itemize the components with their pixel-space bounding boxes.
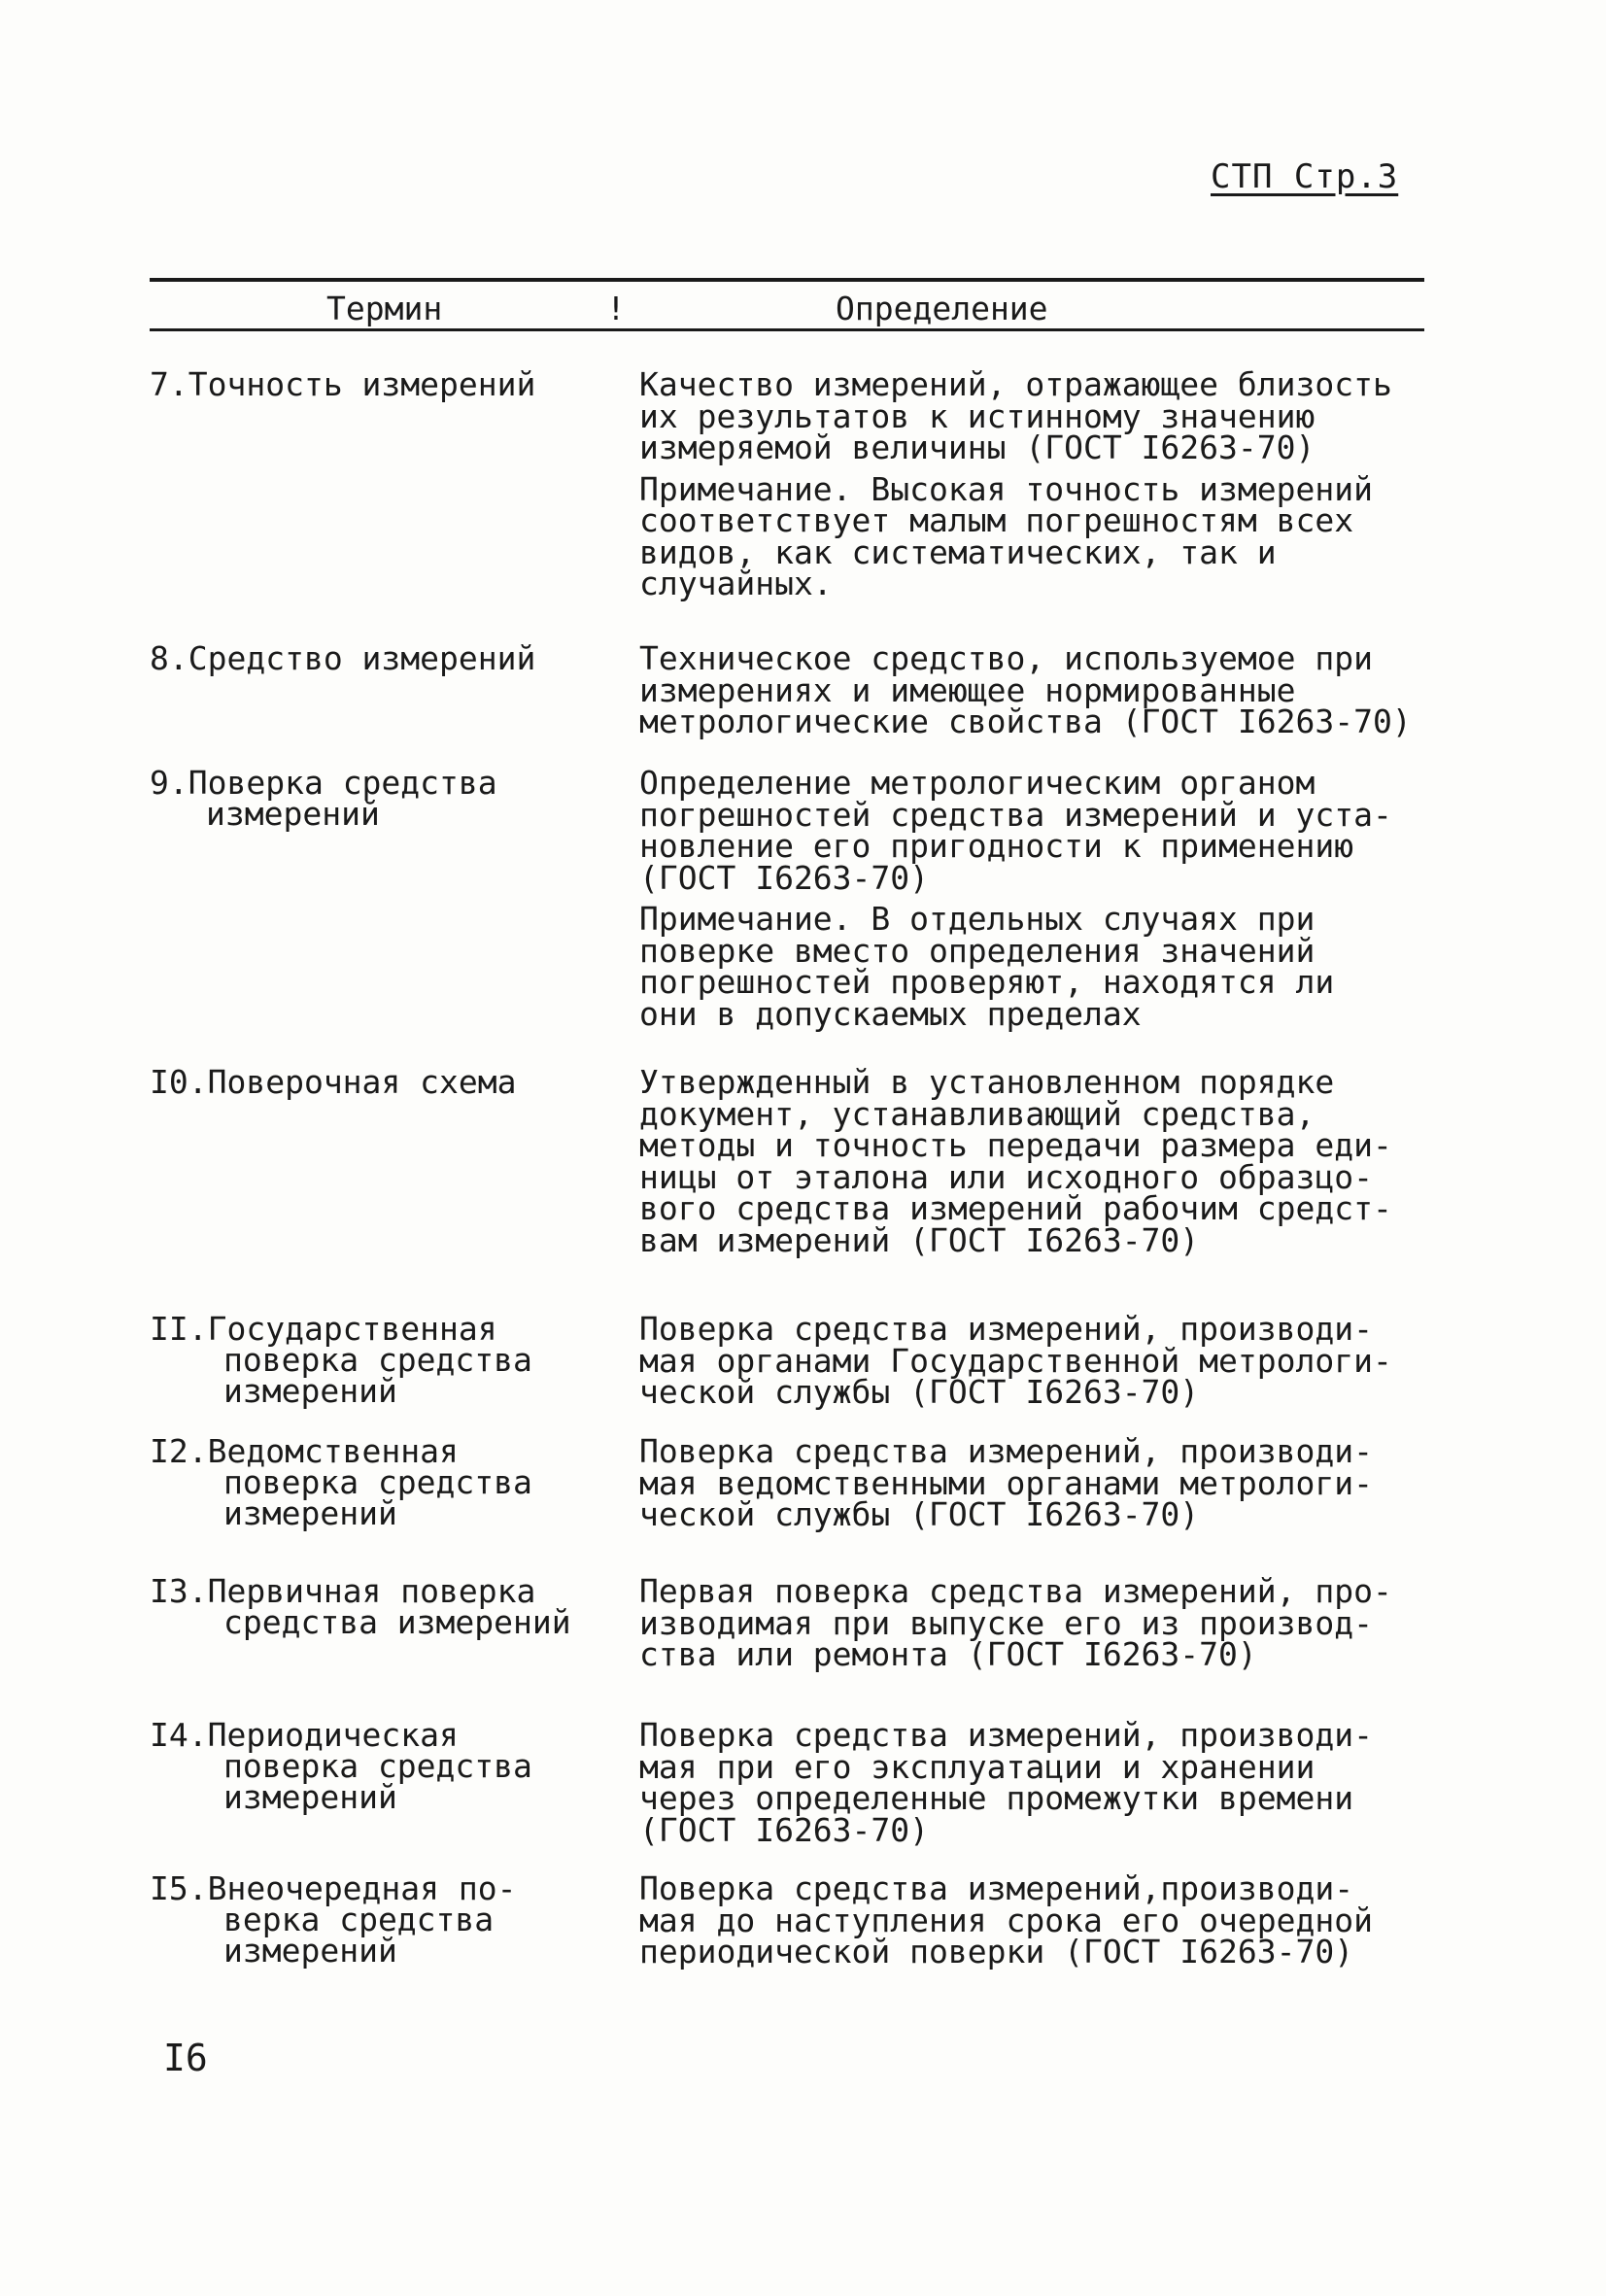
definition-line: мая до наступления срока его очередной — [639, 1901, 1373, 1939]
term-number: 8. — [150, 639, 188, 677]
column-header-term: Термин — [326, 290, 443, 327]
term-number: I5. — [150, 1869, 208, 1907]
term-label: Периодическая — [207, 1716, 459, 1754]
column-header-definition: Определение — [836, 290, 1048, 327]
term-cell — [150, 1310, 606, 1410]
definition-line: метрологические свойства (ГОСТ I6263-70) — [639, 703, 1412, 740]
definition-line: Первая поверка средства измерений, про- — [639, 1572, 1392, 1610]
term-label: Государственная — [207, 1310, 497, 1348]
definition-line: мая при его эксплуатации и хранении — [639, 1747, 1316, 1786]
page-number: I6 — [163, 2037, 208, 2079]
column-header-separator: ! — [606, 290, 626, 327]
note-line: соответствует малым погрешностям всех — [639, 501, 1354, 539]
term-label: Поверка средства — [188, 764, 497, 802]
term-cell — [150, 1572, 606, 1641]
definition-line: их результатов к истинному значению — [639, 396, 1316, 435]
definition-line: вам измерений (ГОСТ I6263-70) — [639, 1220, 1200, 1259]
term-label-line: поверка средства — [223, 1747, 532, 1785]
definition-note — [639, 469, 1436, 602]
definition-cell — [639, 1716, 1436, 1849]
term-label: Ведомственная — [207, 1432, 459, 1470]
term-number: 9. — [150, 764, 188, 802]
term-number: I3. — [150, 1572, 208, 1610]
term-cell — [150, 1716, 606, 1816]
table-top-rule — [150, 278, 1424, 282]
definition-cell — [639, 764, 1436, 1033]
definition-line: мая ведомственными органами метрологи- — [639, 1463, 1373, 1502]
term-cell — [150, 365, 606, 403]
definition-line: через определенные промежутки времени — [639, 1779, 1354, 1817]
definition-line: погрешностей средства измерений и уста- — [639, 795, 1392, 834]
definition-line: изводимая при выпуске его из производ- — [639, 1603, 1373, 1642]
definition-line: ческой службы (ГОСТ I6263-70) — [639, 1373, 1200, 1411]
term-cell — [150, 1432, 606, 1532]
definition-line: Определение метрологическим органом — [639, 764, 1316, 802]
definition-note — [639, 900, 1436, 1033]
definition-line: Поверка средства измерений, производи- — [639, 1716, 1373, 1754]
definition-line: Техническое средство, используемое при — [639, 639, 1373, 677]
definition-cell — [639, 1432, 1436, 1533]
term-label-line: поверка средства — [223, 1463, 532, 1501]
definition-line: Качество измерений, отражающее близость — [639, 365, 1392, 403]
document-reference: СТП Стр.3 — [1211, 157, 1399, 196]
note-line: поверке вместо определения значений — [639, 931, 1316, 970]
term-number: I2. — [150, 1432, 208, 1470]
term-number-and-label — [150, 1063, 606, 1101]
definition-line: ницы от эталона или исходного образцо- — [639, 1157, 1373, 1196]
note-line: случайных. — [639, 565, 833, 602]
term-label: Первичная поверка — [207, 1572, 536, 1610]
term-number: II. — [150, 1310, 208, 1348]
definition-line: мая органами Государственной метрологи- — [639, 1341, 1392, 1380]
term-label-line: измерений — [223, 1932, 397, 1970]
term-label-line: измерений — [206, 795, 380, 833]
definition-line: (ГОСТ I6263-70) — [639, 858, 930, 897]
term-cell — [150, 639, 606, 677]
note-line: погрешностей проверяют, находятся ли — [639, 963, 1335, 1001]
definition-line: документ, устанавливающий средства, — [639, 1094, 1316, 1133]
definition-line: новление его пригодности к применению — [639, 827, 1354, 865]
term-label-line: верка средства — [223, 1901, 495, 1938]
definition-line: ства или ремонта (ГОСТ I6263-70) — [639, 1635, 1257, 1673]
table-header-rule — [150, 328, 1424, 331]
term-number: I4. — [150, 1716, 208, 1754]
definition-line: измерениях и имеющее нормированные — [639, 670, 1296, 709]
term-cell — [150, 1063, 606, 1101]
definition-cell — [639, 365, 1436, 602]
term-label: Внеочередная по- — [207, 1869, 517, 1907]
note-line: они в допускаемых пределах — [639, 994, 1142, 1033]
definition-line: Поверка средства измерений, производи- — [639, 1432, 1373, 1470]
term-label-line: поверка средства — [223, 1341, 532, 1379]
term-label: Средство измерений — [188, 639, 536, 677]
definition-line: периодической поверки (ГОСТ I6263-70) — [639, 1933, 1354, 1970]
definition-line: ческой службы (ГОСТ I6263-70) — [639, 1495, 1200, 1533]
note-line: видов, как систематических, так и — [639, 532, 1277, 571]
definition-cell — [639, 1572, 1436, 1673]
definition-line: методы и точность передачи размера еди- — [639, 1126, 1392, 1164]
definition-line: измеряемой величины (ГОСТ I6263-70) — [639, 428, 1316, 466]
definition-cell — [639, 639, 1436, 740]
definition-cell — [639, 1063, 1436, 1259]
definition-line: (ГОСТ I6263-70) — [639, 1810, 930, 1849]
term-cell — [150, 1869, 606, 1970]
term-label-line: измерений — [223, 1494, 397, 1532]
definition-cell — [639, 1310, 1436, 1411]
term-number: 7. — [150, 365, 188, 403]
term-label-line: измерений — [223, 1372, 397, 1410]
note-line: Примечание. В отдельных случаях при — [639, 900, 1316, 938]
term-cell — [150, 764, 606, 833]
definition-line: Утвержденный в установленном порядке — [639, 1063, 1335, 1101]
definition-line: вого средства измерений рабочим средст- — [639, 1189, 1392, 1227]
definition-line: Поверка средства измерений,производи- — [639, 1869, 1354, 1907]
term-number: I0. — [150, 1063, 208, 1101]
term-label-line: измерений — [223, 1778, 397, 1816]
definition-cell — [639, 1869, 1436, 1970]
term-number-and-label — [150, 365, 606, 403]
note-line: Примечание. Высокая точность измерений — [639, 469, 1373, 508]
term-label-line: средства измерений — [223, 1603, 571, 1641]
term-label: Поверочная схема — [207, 1063, 517, 1101]
term-label: Точность измерений — [188, 365, 536, 403]
definition-line: Поверка средства измерений, производи- — [639, 1310, 1373, 1348]
term-number-and-label — [150, 639, 606, 677]
